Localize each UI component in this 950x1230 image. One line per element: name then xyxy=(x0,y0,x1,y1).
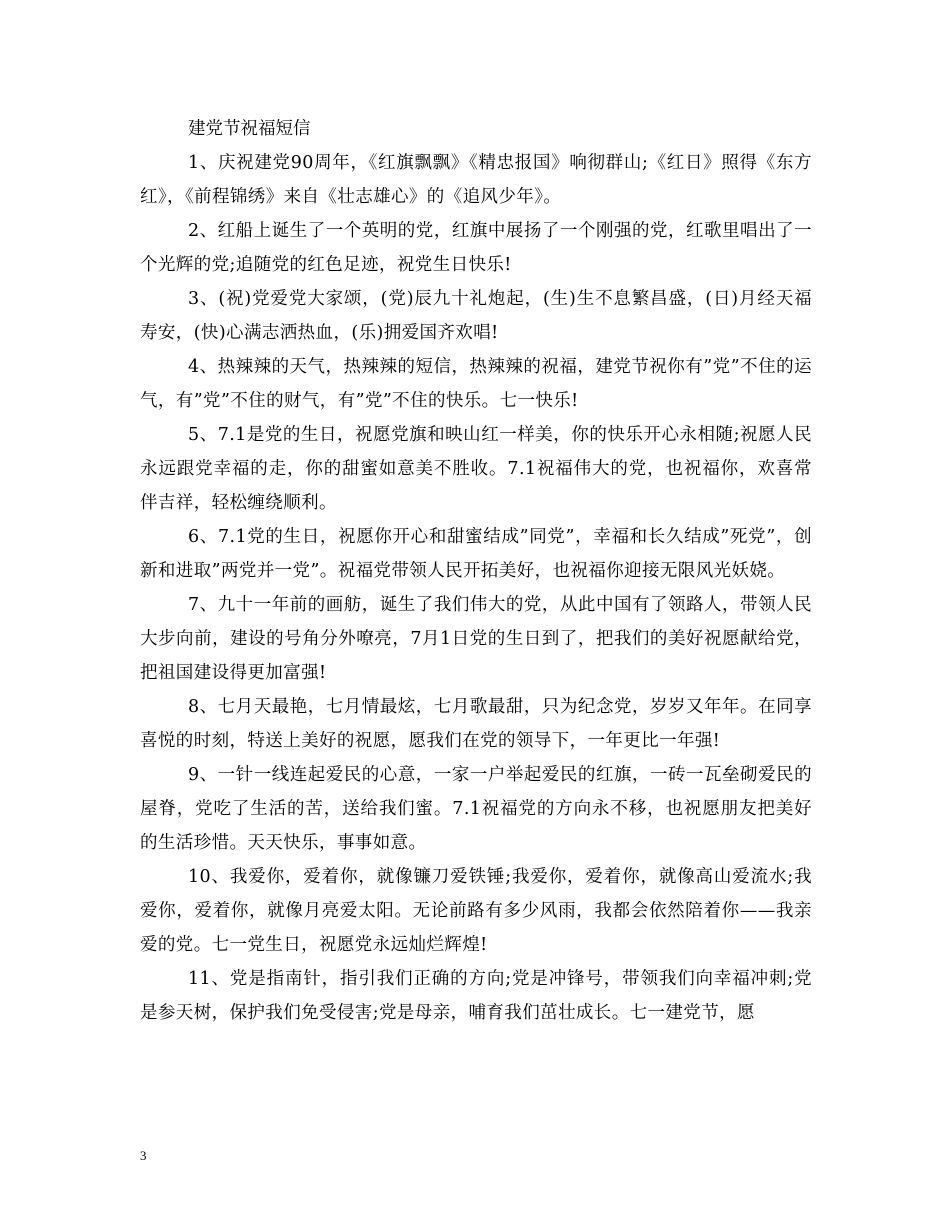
paragraph-11: 11、党是指南针，指引我们正确的方向;党是冲锋号，带领我们向幸福冲刺;党是参天树，保护我们免受侵害;党是母亲，哺育我们茁壮成长。七一建党节，愿 xyxy=(140,969,812,1023)
document-body xyxy=(140,112,812,1030)
page-number: 3 xyxy=(140,1148,147,1163)
paragraph-7: 7、九十一年前的画舫，诞生了我们伟大的党，从此中国有了领路人，带领人民大步向前，建设的号角分外嘹亮，7月1日党的生日到了，把我们的美好祝愿献给党，把祖国建设得更加富强! xyxy=(140,595,812,683)
document-title: 建党节祝福短信 xyxy=(188,119,311,139)
paragraph-6: 6、7.1党的生日，祝愿你开心和甜蜜结成”同党”，幸福和长久结成”死党”，创新和进取”两党并一党”。祝福党带领人民开拓美好，也祝福你迎接无限风光妖娆。 xyxy=(140,527,812,581)
paragraph-9: 9、一针一线连起爱民的心意，一家一户举起爱民的红旗，一砖一瓦垒砌爱民的屋脊，党吃了生活的苦，送给我们蜜。7.1祝福党的方向永不移，也祝愿朋友把美好的生活珍惜。天天快乐，事事如意。 xyxy=(140,765,812,853)
paragraph-8: 8、七月天最艳，七月情最炫，七月歌最甜，只为纪念党，岁岁又年年。在同享喜悦的时刻，特送上美好的祝愿，愿我们在党的领导下，一年更比一年强! xyxy=(140,697,812,751)
paragraph-5: 5、7.1是党的生日，祝愿党旗和映山红一样美，你的快乐开心永相随;祝愿人民永远跟党幸福的走，你的甜蜜如意美不胜收。7.1祝福伟大的党，也祝福你，欢喜常伴吉祥，轻松缠绕顺利。 xyxy=(140,425,812,513)
paragraph-10: 10、我爱你，爱着你，就像镰刀爱铁锤;我爱你，爱着你，就像高山爱流水;我爱你，爱着你，就像月亮爱太阳。无论前路有多少风雨，我都会依然陪着你——我亲爱的党。七一党生日，祝愿党永远灿烂辉煌! xyxy=(140,867,812,955)
paragraph-2: 2、红船上诞生了一个英明的党，红旗中展扬了一个刚强的党，红歌里唱出了一个光辉的党;追随党的红色足迹，祝党生日快乐! xyxy=(140,221,812,275)
paragraph-3: 3、(祝)党爱党大家颂，(党)辰九十礼炮起，(生)生不息繁昌盛，(日)月经天福寿安，(快)心满志洒热血，(乐)拥爱国齐欢唱! xyxy=(140,289,812,343)
paragraph-4: 4、热辣辣的天气，热辣辣的短信，热辣辣的祝福，建党节祝你有”党”不住的运气，有”党”不住的财气，有”党”不住的快乐。七一快乐! xyxy=(140,357,812,411)
paragraph-1: 1、庆祝建党90周年，《红旗飘飘》《精忠报国》响彻群山;《红日》照得《东方红》，《前程锦绣》来自《壮志雄心》的《追风少年》。 xyxy=(140,153,812,207)
